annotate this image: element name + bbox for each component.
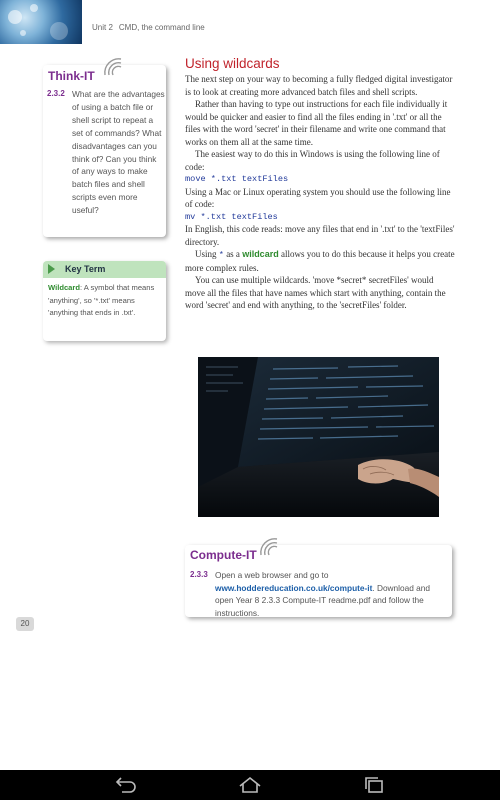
key-term-word: Wildcard (48, 283, 80, 292)
section-title: Using wildcards (185, 56, 280, 71)
back-icon[interactable] (112, 776, 138, 794)
header-decoration (0, 0, 82, 44)
page-number: 20 (16, 617, 34, 631)
hodder-link[interactable]: www.hoddereducation.co.uk/compute-it (215, 582, 373, 593)
compute-it-text: Open a web browser and go to www.hoddereducation.co.uk/compute-it. Download and open Year 8 2.3.3 Compute-IT readme.pdf and follow the instructions. (215, 570, 431, 619)
key-term-header (43, 261, 166, 278)
code-unix: mv *.txt textFiles (185, 211, 278, 222)
paragraph: Using * as a wildcard allows you to do this because it helps you create more complex rules. (185, 249, 455, 273)
laptop-photo (198, 357, 439, 517)
running-header (92, 23, 205, 32)
paragraph: The next step on your way to becoming a fully fledged digital investigator is to look at creating more advanced batch files and shell scripts. (185, 74, 453, 97)
key-term-definition (48, 282, 164, 320)
compute-it-box (185, 545, 452, 617)
recent-apps-icon[interactable] (361, 776, 387, 794)
wildcard-term: wildcard (242, 249, 279, 259)
compute-it-title: Compute-IT (190, 548, 257, 562)
signal-icon (257, 535, 287, 559)
paragraph: You can use multiple wildcards. 'move *secret* secretFiles' would move all the files that have names which start with anything, contain the word 'secret' and end with anything, to the 'secretFiles' folder. (185, 275, 446, 310)
signal-icon (101, 55, 131, 79)
chapter-label: CMD, the command line (118, 23, 205, 32)
key-term-box (43, 261, 166, 341)
chevron-right-icon (48, 264, 55, 274)
think-it-box (43, 65, 166, 237)
activity-number: 2.3.3 (190, 570, 208, 579)
key-term-text: : A symbol that means 'anything', so '*.txt' means 'anything that ends in .txt'. (48, 283, 155, 317)
paragraph: Rather than having to type out instructions for each file individually it would be quicker and easier to find all the files ending in '.txt' or all the files with the word 'secret' in their filename and write one command that works on them all at the same time. (185, 99, 448, 147)
navigation-bar (0, 770, 500, 800)
unit-label: Unit 2 (92, 23, 113, 32)
paragraph: Using a Mac or Linux operating system you should use the following line of code: (185, 186, 451, 209)
home-icon[interactable] (237, 776, 263, 794)
main-body (185, 73, 455, 312)
paragraph: The easiest way to do this in Windows is using the following line of code: (185, 149, 440, 172)
think-it-text: What are the advantages of using a batch file or shell script to repeat a set of commands? What disadvantages can you think of? Can you think of any ways to make batch files and shell scripts even more useful? (72, 89, 165, 216)
think-it-title: Think-IT (48, 69, 95, 83)
code-windows: move *.txt textFiles (185, 174, 289, 184)
activity-number: 2.3.2 (47, 89, 65, 98)
key-term-heading: Key Term (65, 264, 106, 274)
paragraph: In English, this code reads: move any files that end in '.txt' to the 'textFiles' directory. (185, 224, 455, 247)
